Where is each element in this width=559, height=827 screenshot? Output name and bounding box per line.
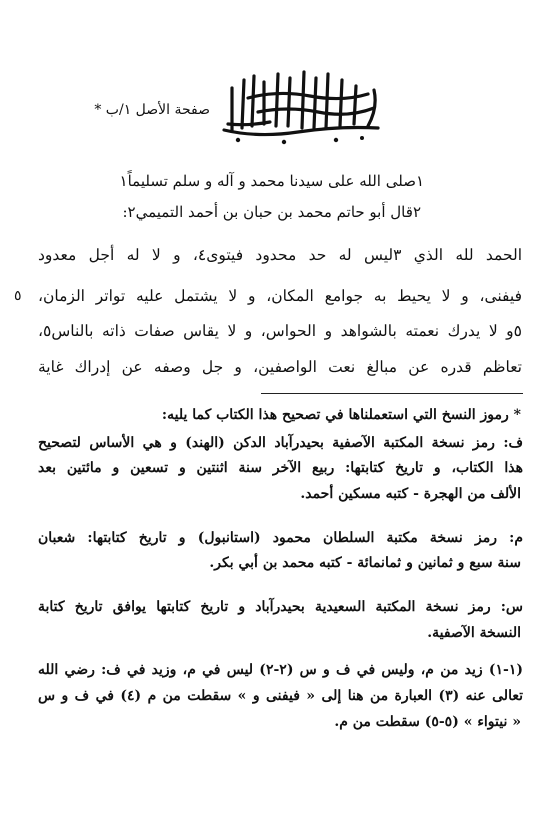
intro-line-2: ٢قال أبو حاتم محمد بن حبان بن أحمد التميمي٢: <box>122 203 421 221</box>
body-line-3: ٥و لا يدرك نعمته بالشواهد و الحواس، و لا يقاس صفات ذاته بالناس٥، <box>38 322 522 340</box>
footnote-line-7: س: رمز نسخة المكتبة السعيدية بحيدرآباد و تاريخ كتابتها يوافق تاريخ كتابة <box>38 599 523 615</box>
body-line-4: تعاظم قدره عن مبالغ نعت الواصفين، و جل وصفه عن إدراك غاية <box>38 358 522 376</box>
footnote-line-10: تعالى عنه (٣) العبارة من هنا إلى « فيفنى و » سقطت من م (٤) في ف و س <box>38 688 523 704</box>
body-line-2: فيفنى، و لا يحيط به جوامع المكان، و لا يشتمل عليه تواتر الزمان، <box>38 287 522 305</box>
intro-line-1: ١صلى الله على سيدنا محمد و آله و سلم تسليماً١ <box>119 172 424 190</box>
footnote-line-6: سنة سبع و ثمانين و ثمانمائة - كتبه محمد بن أبي بكر. <box>209 555 521 571</box>
page-header <box>0 68 559 150</box>
footnote-divider <box>261 393 523 394</box>
footnote-line-11: « نيتواء » (٥-٥) سقطت من م. <box>334 714 521 730</box>
basmala-calligraphy <box>218 68 386 146</box>
page-reference: صفحة الأصل ١/ب * <box>94 102 210 118</box>
footnote-line-2: ف: رمز نسخة المكتبة الآصفية بحيدرآباد الدكن (الهند) و هي الأساس لتصحيح <box>38 435 523 451</box>
footnote-line-9: (١-١) زيد من م، وليس في ف و س (٢-٢) ليس في م، وزيد في ف: رضي الله <box>38 662 523 678</box>
footnote-line-5: م: رمز نسخة مكتبة السلطان محمود (استانبول) و تاريخ كتابتها: شعبان <box>38 530 523 546</box>
body-line-1: الحمد لله الذي ٣ليس له حد محدود فيتوى٤، و لا له أجل معدود <box>38 246 522 264</box>
footnote-line-1: * رموز النسخ التي استعملناها في تصحيح هذا الكتاب كما يليه: <box>161 407 521 423</box>
footnote-line-8: النسخة الآصفية. <box>427 625 521 641</box>
footnote-line-4: الألف من الهجرة - كتبه مسكين أحمد. <box>300 486 521 502</box>
line-number: ٥ <box>14 288 22 304</box>
footnote-line-3: هذا الكتاب، و تاريخ كتابتها: ربيع الآخر سنة اثنتين و تسعين و مائتين بعد <box>38 460 523 476</box>
